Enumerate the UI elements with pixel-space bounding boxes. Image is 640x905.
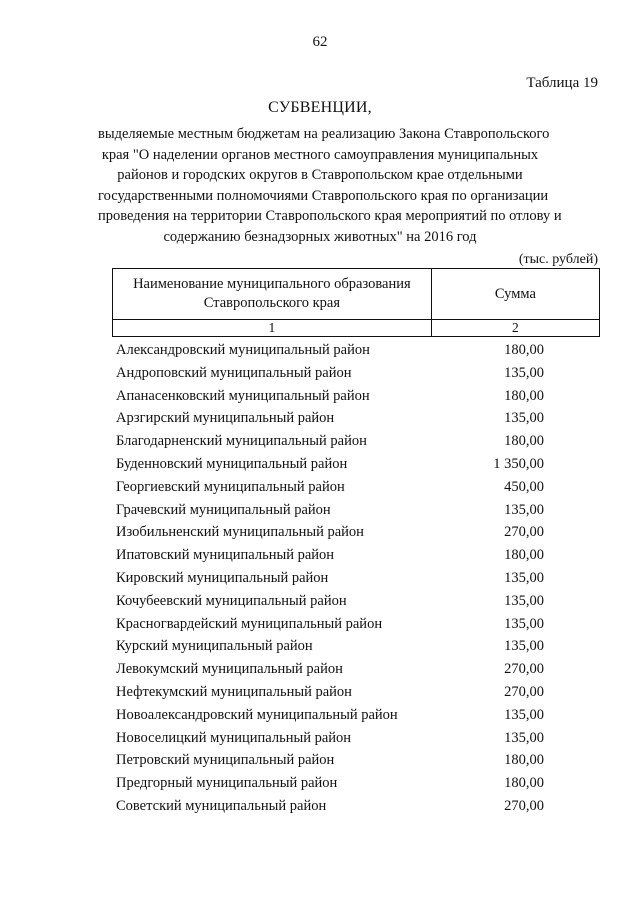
- document-subtitle: [98, 124, 562, 247]
- table-row: [116, 681, 600, 704]
- column-number-1: 1: [113, 320, 432, 337]
- header-name-line2: Ставропольского края: [203, 295, 341, 311]
- table-row: [116, 499, 600, 522]
- district-amount: 135,00: [504, 410, 544, 427]
- district-name: Благодарненский муниципальный район: [116, 433, 367, 450]
- subtitle-line: государственными полномочиями Ставропольского края по организации: [98, 187, 549, 204]
- district-amount: 135,00: [504, 615, 544, 632]
- column-number-2: 2: [431, 320, 599, 337]
- table-row: [116, 749, 600, 772]
- district-name: Предгорный муниципальный район: [116, 775, 338, 792]
- district-amount: 180,00: [504, 342, 544, 358]
- table-row: [116, 476, 600, 499]
- district-name: Георгиевский муниципальный район: [116, 478, 345, 495]
- table-row: [116, 453, 600, 476]
- units-label: (тыс. рублей): [518, 252, 598, 267]
- district-name: Советский муниципальный район: [116, 797, 327, 814]
- district-amount: 180,00: [504, 387, 544, 404]
- table-row: [116, 385, 600, 408]
- table-row: [116, 727, 600, 750]
- table-row: [116, 704, 600, 727]
- district-name: Новоалександровский муниципальный район: [116, 706, 398, 723]
- district-amount: 180,00: [504, 433, 544, 450]
- district-amount: 270,00: [504, 524, 544, 541]
- district-name: Андроповский муниципальный район: [116, 364, 352, 381]
- subtitle-line: содержанию безнадзорных животных" на 2016 год: [163, 228, 477, 245]
- table-row: [116, 772, 600, 795]
- subtitle-line: проведения на территории Ставропольского края мероприятий по отлову и: [98, 208, 562, 224]
- table-body: [116, 339, 600, 818]
- table-row: [116, 567, 600, 590]
- table-row: [116, 658, 600, 681]
- district-amount: 135,00: [504, 638, 544, 655]
- page-number: 62: [312, 34, 328, 50]
- district-amount: 135,00: [504, 706, 544, 723]
- district-name: Кировский муниципальный район: [116, 569, 329, 586]
- table-row: [116, 613, 600, 636]
- header-sum-cell: Сумма: [431, 269, 599, 320]
- table-row: [116, 635, 600, 658]
- header-row: [113, 269, 600, 320]
- district-name: Петровский муниципальный район: [116, 752, 335, 769]
- district-amount: 180,00: [504, 775, 544, 792]
- document-title: СУБВЕНЦИИ,: [268, 99, 372, 116]
- header-name-cell: [113, 269, 432, 320]
- column-number-row: [113, 320, 600, 337]
- subtitle-line: районов и городских округов в Ставропольском крае отдельными: [117, 167, 523, 183]
- district-name: Апанасенковский муниципальный район: [116, 387, 370, 404]
- subtitle-line: края "О наделении органов местного самоуправления муниципальных: [101, 146, 539, 163]
- table-row: [116, 430, 600, 453]
- district-amount: 135,00: [504, 501, 544, 518]
- table-row: [116, 544, 600, 567]
- district-name: Курский муниципальный район: [116, 638, 313, 655]
- table-row: [116, 795, 600, 818]
- district-name: Левокумский муниципальный район: [116, 661, 343, 678]
- district-amount: 270,00: [504, 797, 544, 814]
- district-amount: 135,00: [504, 364, 544, 381]
- district-amount: 180,00: [504, 752, 544, 769]
- district-amount: 450,00: [504, 478, 544, 495]
- district-amount: 270,00: [504, 683, 544, 700]
- table-header: [112, 268, 600, 337]
- district-amount: 135,00: [504, 592, 544, 609]
- district-amount: 180,00: [504, 547, 544, 564]
- header-name-line1: Наименование муниципального образования: [133, 276, 411, 292]
- district-name: Нефтекумский муниципальный район: [116, 683, 352, 700]
- district-name: Красногвардейский муниципальный район: [116, 615, 383, 632]
- table-caption: Таблица 19: [526, 75, 598, 91]
- table-row: [116, 521, 600, 544]
- district-name: Ипатовский муниципальный район: [116, 547, 335, 564]
- district-name: Александровский муниципальный район: [116, 342, 370, 358]
- table-row: [116, 362, 600, 385]
- district-name: Грачевский муниципальный район: [116, 501, 331, 518]
- district-name: Буденновский муниципальный район: [116, 455, 348, 472]
- district-name: Новоселицкий муниципальный район: [116, 729, 352, 746]
- district-amount: 270,00: [504, 661, 544, 678]
- district-name: Изобильненский муниципальный район: [116, 524, 364, 541]
- table-row: [116, 339, 600, 362]
- district-name: Кочубеевский муниципальный район: [116, 592, 347, 609]
- district-amount: 135,00: [504, 729, 544, 746]
- subtitle-line: выделяемые местным бюджетам на реализацию Закона Ставропольского: [98, 126, 550, 142]
- district-amount: 1 350,00: [493, 455, 544, 472]
- table-row: [116, 590, 600, 613]
- table-row: [116, 407, 600, 430]
- district-amount: 135,00: [504, 569, 544, 586]
- district-name: Арзгирский муниципальный район: [116, 410, 335, 427]
